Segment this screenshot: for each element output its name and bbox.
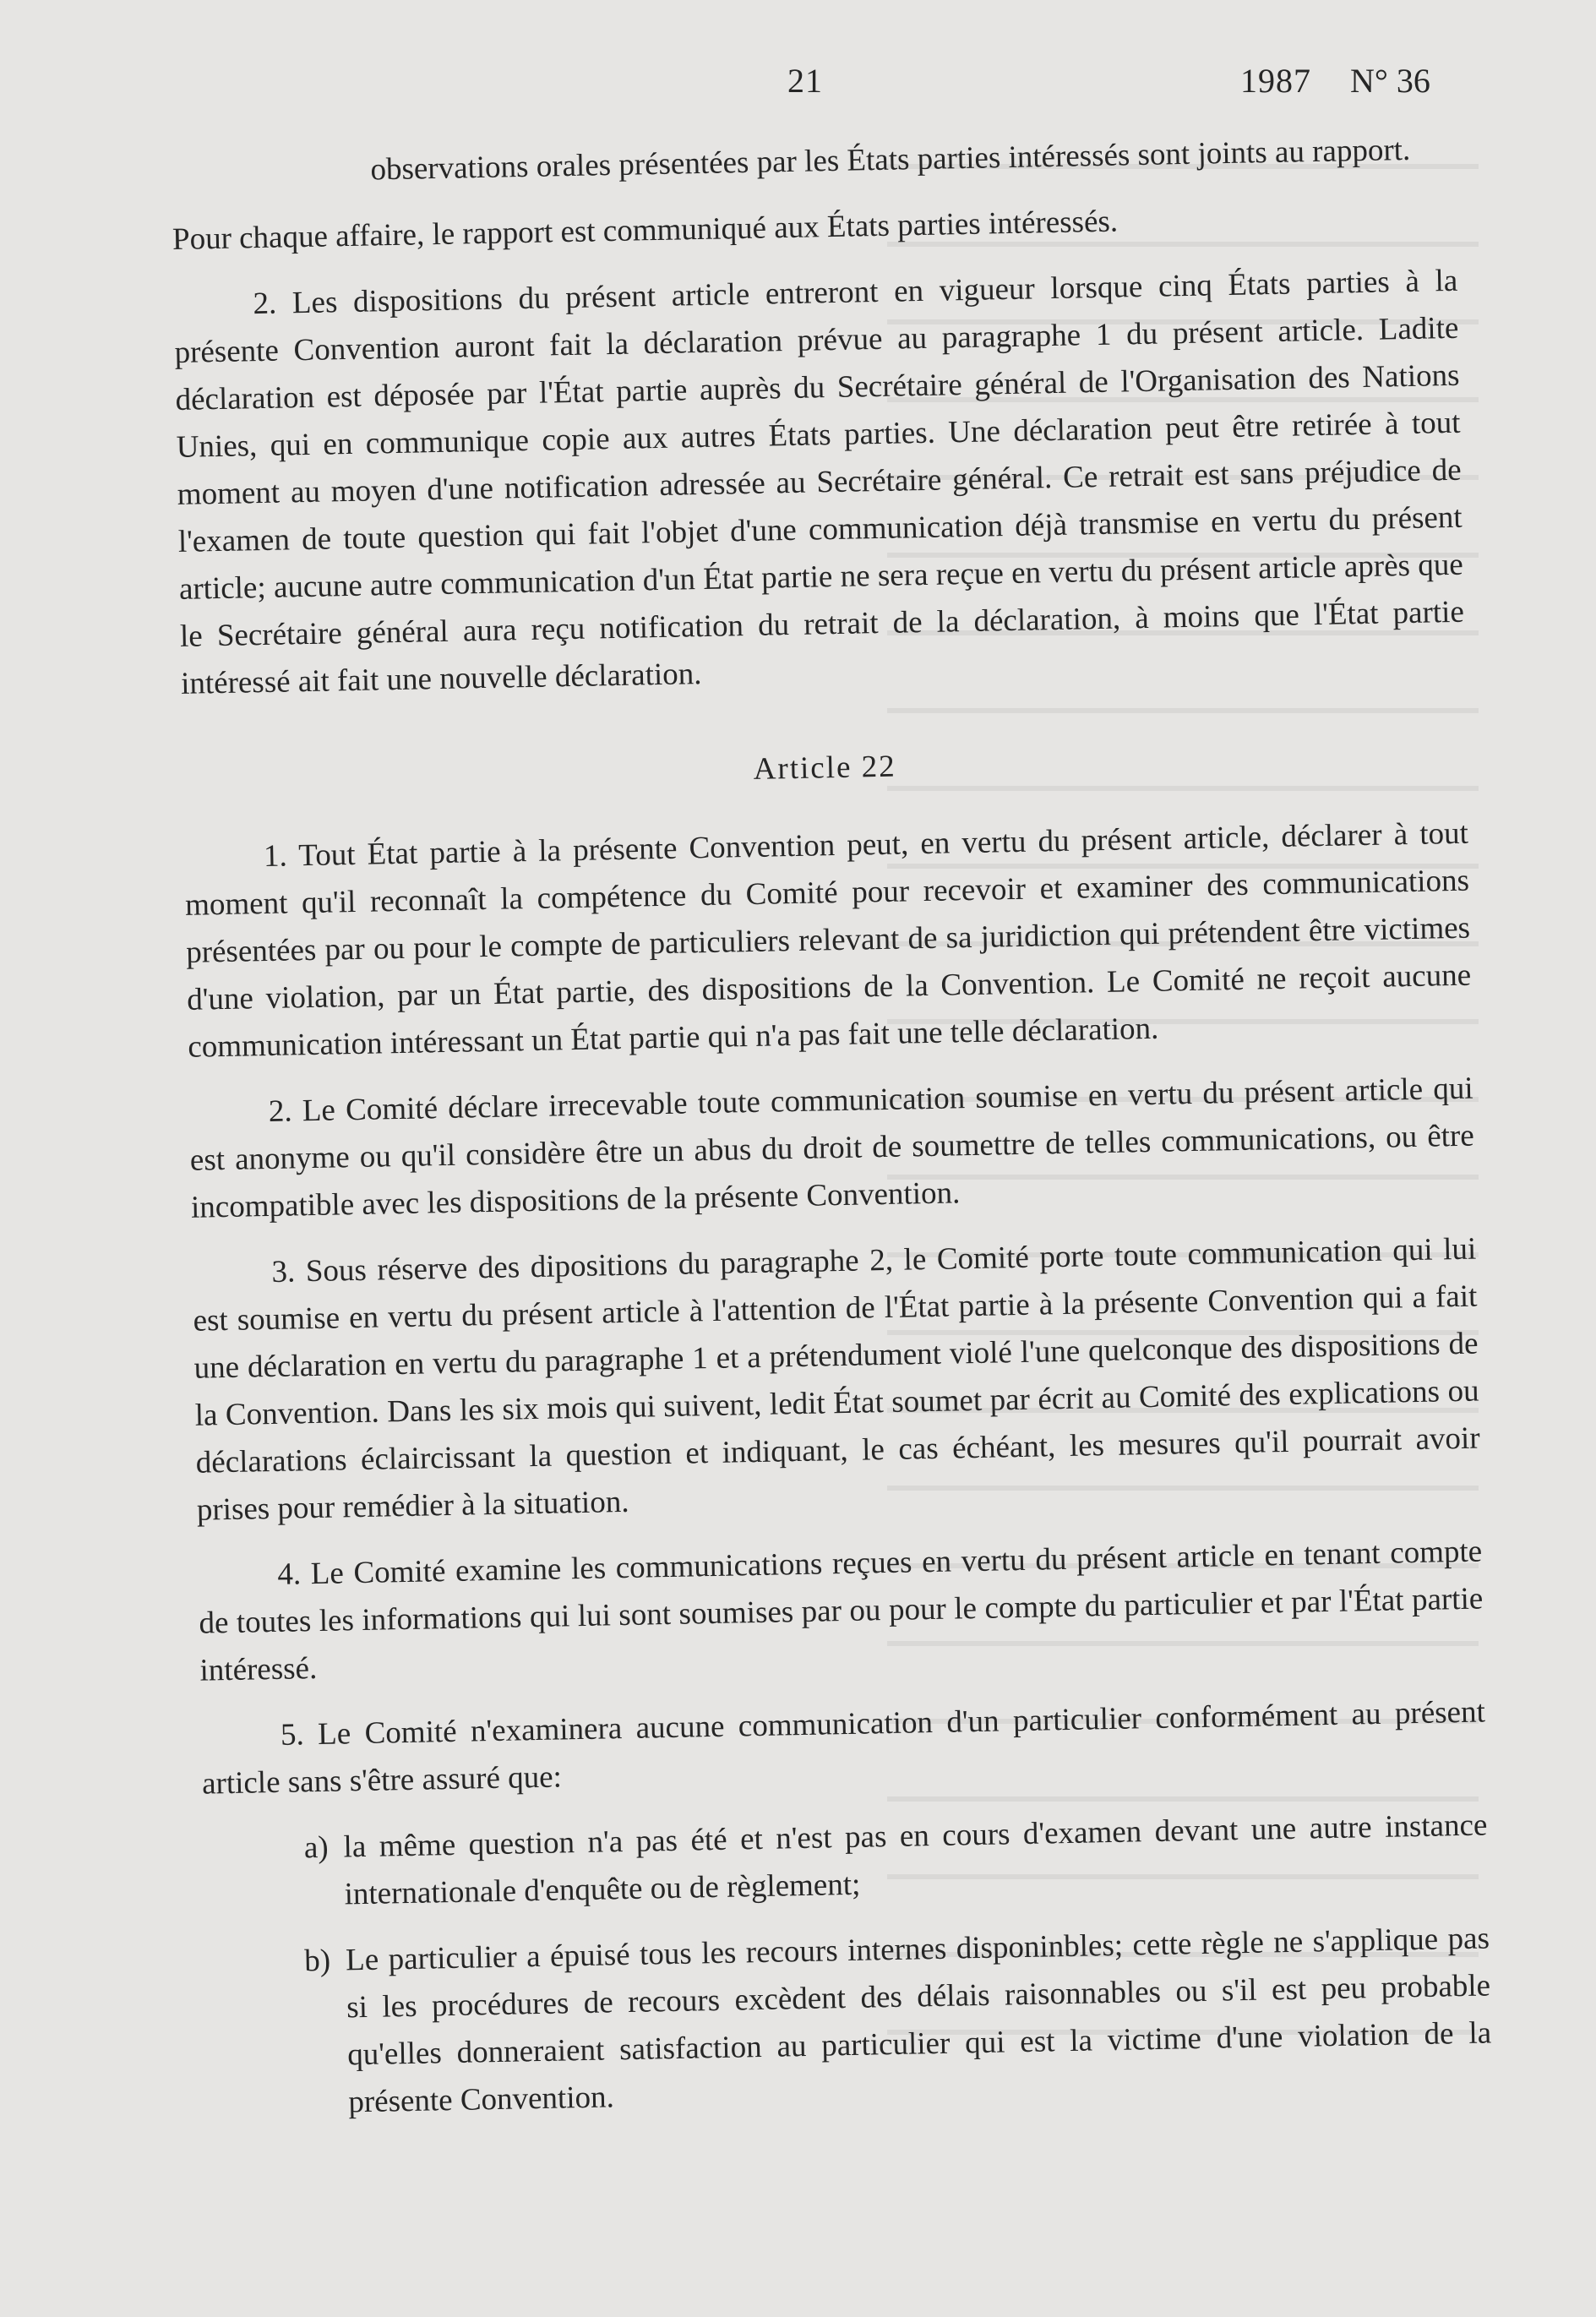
list-item-letter: b) [303, 1943, 331, 1979]
list-item-letter: a) [303, 1829, 329, 1866]
page-number: 21 [787, 62, 823, 100]
article22-paragraph: 5. Le Comité n'examinera aucune communication d'un particulier conformément au présent article sans s'être assuré que: [201, 1694, 1486, 1802]
article22-paragraph: 2. Le Comité déclare irrecevable toute communication soumise en vertu du présent article qui est anonyme ou qu'il considère être un abus du droit de soumettre de telles communications, ou être incompatible avec les dispositions de la présente Convention. [189, 1071, 1475, 1225]
header-year: 1987 [1240, 62, 1311, 100]
article21-paragraph-2: 2. Les dispositions du présent article entreront en vigueur lorsque cinq États parties à la présente Convention auront fait la déclaration prévue au paragraphe 1 du présent article. Ladite déclaration est déposée par l'État partie auprès du Secrétaire général de l'Organisation des Nations Unies, qui en communique copie aux autres États parties. Une déclaration peut être retirée à tout moment au moyen d'une notification adressée au Secrétaire général. Ce retrait est sans préjudice de l'examen de toute question qui fait l'objet d'une communication déjà transmise en vertu du présent article; aucune autre communication d'un État partie ne sera reçue en vertu du présent article après que le Secrétaire général aura reçu notification du retrait de la déclaration, à moins que l'État partie intéressé ait fait une nouvelle déclaration. [174, 263, 1465, 701]
list-item [203, 1802, 1489, 1921]
document-body [171, 126, 1493, 2148]
article22-paragraph: 1. Tout État partie à la présente Convention peut, en vertu du présent article, déclarer à tout moment qu'il reconnaît la compétence du Comité pour recevoir et examiner des communications présentées par ou pour le compte de particuliers relevant de sa juridiction qui prétendent être victimes d'une violation, par un État partie, des dispositions de la Convention. Le Comité ne reçoit aucune communication intéressant un État partie qui n'a pas fait une telle déclaration. [184, 815, 1472, 1065]
article22-paragraph: 4. Le Comité examine les communications reçues en vertu du présent article en tenant compte de toutes les informations qui lui sont soumises par ou pour le compte du particulier et par l'État partie intéressé. [199, 1534, 1484, 1688]
list-item [205, 1915, 1493, 2129]
continuation-paragraph: observations orales présentées par les États parties intéressés sont joints au rapport. [370, 132, 1411, 188]
communication-paragraph: Pour chaque affaire, le rapport est communiqué aux États parties intéressés. [172, 204, 1119, 257]
list-item-text: Le particulier a épuisé tous les recours internes disponinbles; cette règle ne s'applique pas si les procédures de recours excèdent des délais raisonnables ou s'il est peu probable qu'elles donneraient satisfaction au particulier qui est la victime d'une violation de la présente Convention. [345, 1921, 1492, 2120]
article22-paragraph: 3. Sous réserve des dipositions du paragraphe 2, le Comité porte toute communication qui lui est soumise en vertu du présent article à l'attention de l'État partie à la présente Convention qui a fait une déclaration en vertu du paragraphe 1 et a prétendument violé l'une quelconque des dispositions de la Convention. Dans les six mois qui suivent, ledit État soumet par écrit au Comité des explications ou déclarations éclaircissant la question et indiquant, le cas échéant, les mesures qu'il pourrait avoir prises pour remédier à la situation. [193, 1231, 1480, 1528]
header-issue-number: N° 36 [1350, 62, 1430, 100]
article-heading: Article 22 [753, 749, 897, 787]
list-item-text: la même question n'a pas été et n'est pas en cours d'examen devant une autre instance internationale d'enquête ou de règlement; [343, 1807, 1488, 1912]
